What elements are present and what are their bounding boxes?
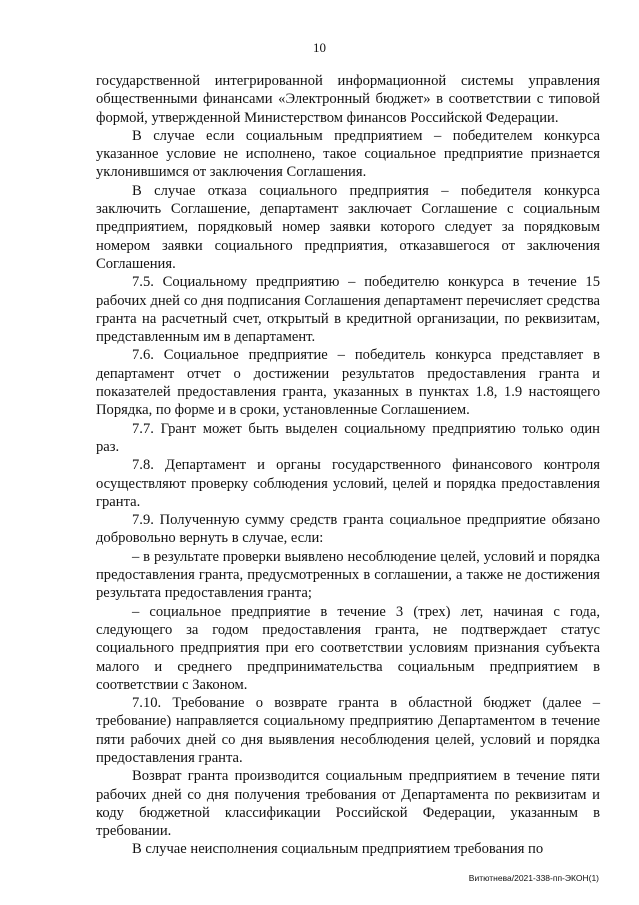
paragraph-7-6: 7.6. Социальное предприятие – победитель конкурса представляет в департамент отчет о достижении результатов предоставления гранта и показателей предоставления гранта, указанных в пунктах 1.8, 1.9 настоящего Порядка, по форме и в сроки, установленные Соглашением.: [96, 347, 600, 419]
paragraph-7-8: 7.8. Департамент и органы государственного финансового контроля осуществляют проверку соблюдения условий, целей и порядка предоставления гранта.: [96, 457, 600, 510]
list-item-status: – социальное предприятие в течение 3 (трех) лет, начиная с года, следующего за годом предоставления гранта, не подтверждает статус социального предприятия при его соответствии условиям признания субъекта малого и среднего предпринимательства социальным предприятием в соответствии с Законом.: [96, 603, 600, 693]
paragraph-refund: Возврат гранта производится социальным предприятием в течение пяти рабочих дней со дня получения требования от Департамента по реквизитам и коду бюджетной классификации Российской Федерации, указанным в требовании.: [96, 768, 600, 840]
list-item-violation: – в результате проверки выявлено несоблюдение целей, условий и порядка предоставления гранта, предусмотренных в соглашении, а также не достижения результата предоставления гранта;: [96, 548, 600, 602]
paragraph-7-7: 7.7. Грант может быть выделен социальному предприятию только один раз.: [96, 420, 600, 455]
paragraph-7-9: 7.9. Полученную сумму средств гранта социальное предприятие обязано добровольно вернуть в случае, если:: [96, 512, 600, 547]
document-body: [96, 72, 600, 859]
paragraph-1: государственной интегрированной информационной системы управления общественными финансами «Электронный бюджет» в соответствии с типовой формой, утвержденной Министерством финансов Российской Федерации.: [96, 73, 600, 126]
paragraph-3: В случае отказа социального предприятия – победителя конкурса заключить Соглашение, департамент заключает Соглашение с социальным предприятием, порядковый номер заявки которого следует за порядковым номером заявки социального предприятия, отказавшегося от заключения Соглашения.: [96, 182, 600, 272]
paragraph-7-5: 7.5. Социальному предприятию – победителю конкурса в течение 15 рабочих дней со дня подписания Соглашения департамент перечисляет средства гранта на расчетный счет, открытый в кредитной организации, по реквизитам, представленным им в департамент.: [96, 274, 600, 346]
footer-document-code: Витютнева/2021-338-пп-ЭКОН(1): [468, 873, 599, 883]
paragraph-7-10: 7.10. Требование о возврате гранта в областной бюджет (далее – требование) направляется социальному предприятию Департаментом в течение пяти рабочих дней со дня выявления несоблюдения целей, условий и порядка предоставления гранта.: [96, 695, 600, 766]
page-number: 10: [313, 40, 326, 55]
paragraph-2: В случае если социальным предприятием – победителем конкурса указанное условие не исполнено, такое социальное предприятие признается уклонившимся от заключения Соглашения.: [96, 127, 600, 181]
paragraph-nonfulfillment: В случае неисполнения социальным предприятием требования по: [132, 841, 544, 858]
